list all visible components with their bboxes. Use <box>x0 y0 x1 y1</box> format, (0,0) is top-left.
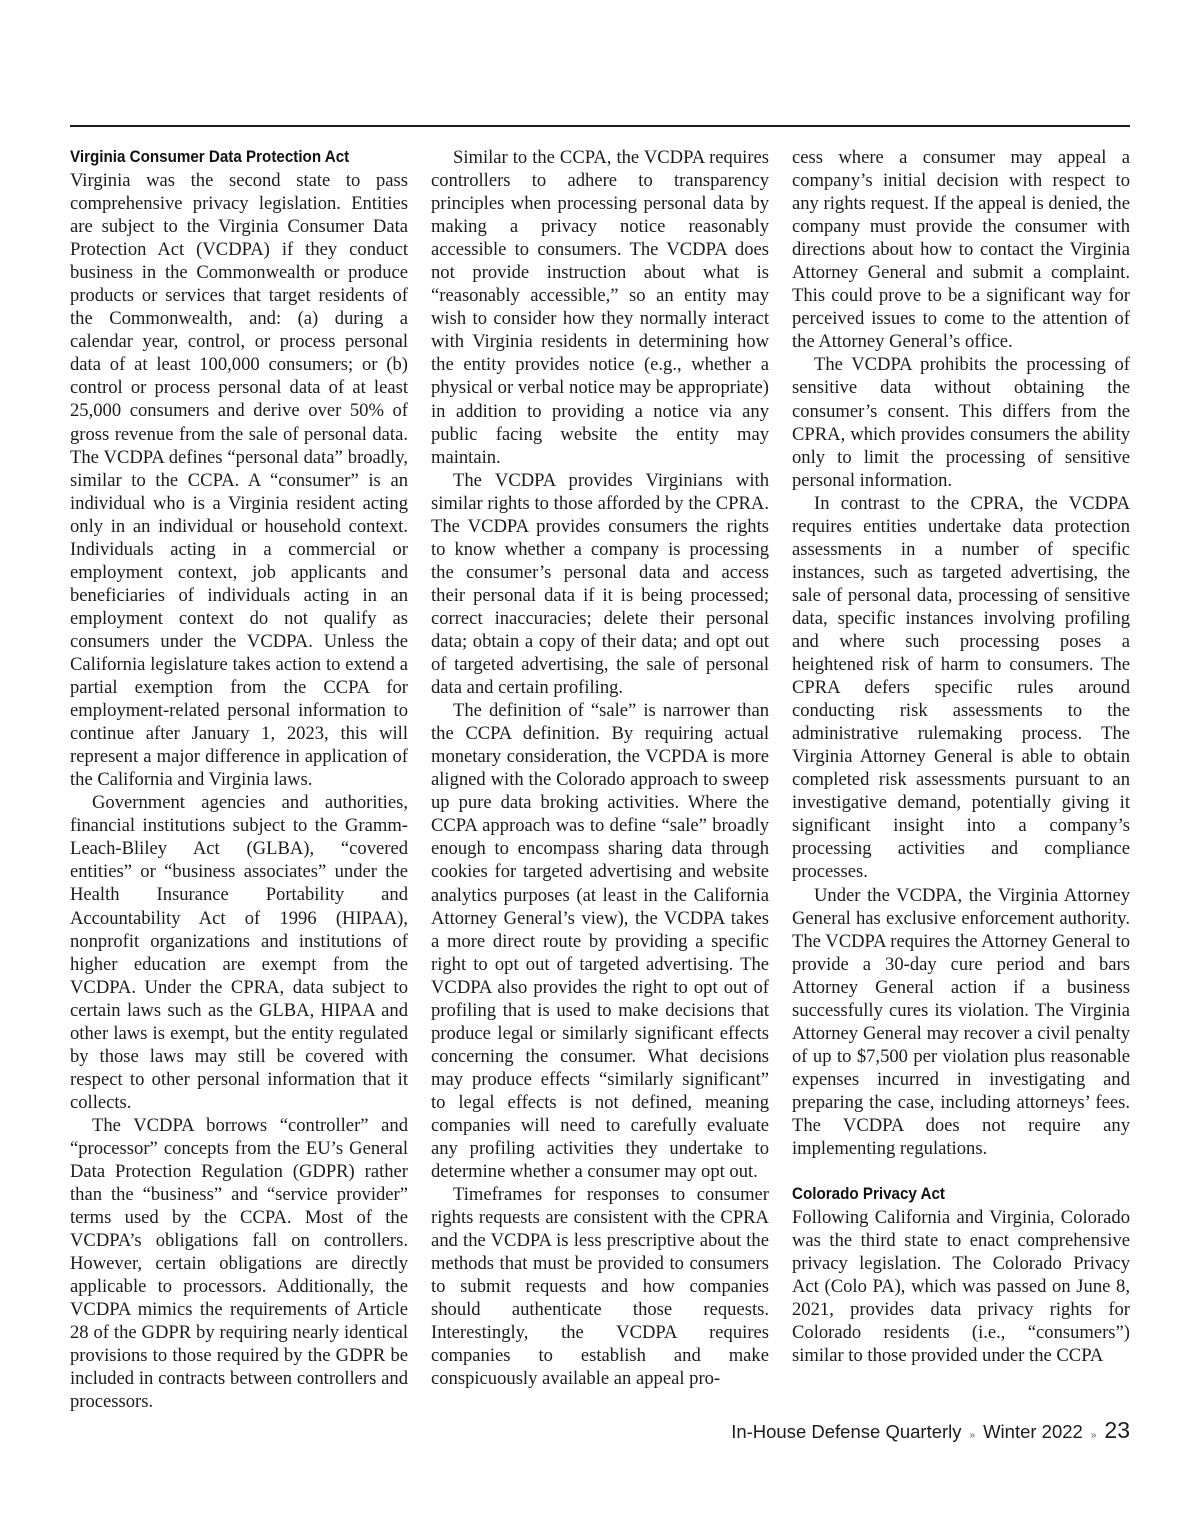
body-paragraph: Following California and Virginia, Colorado was the third state to enact comprehensive privacy legislation. The Colorado Privacy Act (Colo PA), which was passed on June 8, 2021, provides data privacy rights for Colorado residents (i.e., “consumers”) similar to those provided under the CCPA <box>792 1207 1130 1367</box>
section-heading-colorado: Colorado Privacy Act <box>792 1185 945 1204</box>
column-3 <box>792 146 1130 1367</box>
body-paragraph: The VCDPA provides Virginians with similar rights to those afforded by the CPRA. The VCDPA provides consumers the rights to know whether a company is processing the consumer’s personal data and access their personal data if it is being processed; correct inaccuracies; delete their personal data; obtain a copy of their data; and opt out of targeted advertising, the sale of personal data and certain profiling. <box>431 469 769 699</box>
body-paragraph: The VCDPA borrows “controller” and “processor” concepts from the EU’s General Data Protection Regulation (GDPR) rather than the “business” and “service provider” terms used by the CCPA. Most of the VCDPA’s obligations fall on controllers. However, certain obligations are directly applicable to processors. Additionally, the VCDPA mimics the requirements of Article 28 of the GDPR by requiring nearly identical provisions to those required by the GDPR be included in contracts between controllers and processors. <box>70 1114 408 1413</box>
body-paragraph: In contrast to the CPRA, the VCDPA requires entities undertake data protection assessments in a number of specific instances, such as targeted advertising, the sale of personal data, processing of sensitive data, specific instances involving profiling and where such processing poses a heightened risk of harm to consumers. The CPRA defers specific rules around conducting risk assessments to the administrative rulemaking process. The Virginia Attorney General is able to obtain completed risk assessments pursuant to an investigative demand, potentially giving it significant insight into a company’s processing activities and compliance processes. <box>792 492 1130 883</box>
publication-name: In-House Defense Quarterly <box>731 1421 962 1442</box>
body-paragraph: Similar to the CCPA, the VCDPA requires controllers to adhere to transparency principles when processing personal data by making a privacy notice reasonably accessible to consumers. The VCDPA does not provide instruction about what is “reasonably accessible,” so an entity may wish to consider how they normally interact with Virginia residents in determining how the entity provides notice (e.g., whether a physical or verbal notice may be appropriate) in addition to providing a notice via any public facing website the entity may maintain. <box>431 147 769 468</box>
body-paragraph: Virginia was the second state to pass comprehensive privacy legislation. Entities are subject to the Virginia Consumer Data Protection Act (VCDPA) if they conduct business in the Commonwealth or produce products or services that target residents of the Commonwealth, and: (a) during a calendar year, control, or process personal data of at least 100,000 consumers; or (b) control or process personal data of at least 25,000 consumers and derive over 50% of gross revenue from the sale of personal data. The VCDPA defines “personal data” broadly, similar to the CCPA. A “consumer” is an individual who is a Virginia resident acting only in an individual or household context. Individuals acting in a commercial or employment context, job applicants and beneficiaries of individuals acting in an employment context do not qualify as consumers under the VCDPA. Unless the California legislature takes action to extend a partial exemption from the CCPA for employment-related personal information to continue after January 1, 2023, this will represent a major difference in application of the California and Virginia laws. <box>70 170 408 791</box>
header-rule <box>70 125 1130 127</box>
page-number: 23 <box>1104 1417 1130 1443</box>
body-paragraph: The VCDPA prohibits the processing of sensitive data without obtaining the consumer’s consent. This differs from the CPRA, which provides consumers the ability only to limit the processing of sensitive personal information. <box>792 354 1130 491</box>
issue-date: Winter 2022 <box>983 1421 1083 1442</box>
body-paragraph: Government agencies and authorities, financial institutions subject to the Gramm-Leach-Bliley Act (GLBA), “covered entities” or “business associates” under the Health Insurance Portability and Accountability Act of 1996 (HIPAA), nonprofit organizations and institutions of higher education are exempt from the VCDPA. Under the CPRA, data subject to certain laws such as the GLBA, HIPAA and other laws is exempt, but the entity regulated by those laws may still be covered with respect to other personal information that it collects. <box>70 792 408 1113</box>
body-paragraph: cess where a consumer may appeal a company’s initial decision with respect to any rights request. If the appeal is denied, the company must provide the consumer with directions about how to contact the Virginia Attorney General and submit a complaint. This could prove to be a significant way for perceived issues to come to the attention of the Attorney General’s office. <box>792 147 1130 353</box>
column-2 <box>431 146 769 1391</box>
body-paragraph: The definition of “sale” is narrower than the CCPA definition. By requiring actual monetary consideration, the VCPDA is more aligned with the Colorado approach to sweep up pure data broking activities. Where the CCPA approach was to define “sale” broadly enough to encompass sharing data through cookies for targeted advertising and website analytics purposes (at least in the California Attorney General’s view), the VCDPA takes a more direct route by providing a specific right to opt out of targeted advertising. The VCDPA also provides the right to opt out of profiling that is used to make decisions that produce legal or similarly significant effects concerning the consumer. What decisions may produce effects “similarly significant” to legal effects is not defined, meaning companies will need to carefully evaluate any profiling activities they undertake to determine whether a consumer may opt out. <box>431 700 769 1183</box>
page-footer <box>731 1417 1130 1444</box>
column-1 <box>70 146 408 1414</box>
separator-icon: » <box>1090 1430 1097 1441</box>
section-heading-virginia: Virginia Consumer Data Protection Act <box>70 148 350 166</box>
body-paragraph: Under the VCDPA, the Virginia Attorney General has exclusive enforcement authority. The VCDPA requires the Attorney General to provide a 30-day cure period and bars Attorney General action if a business successfully cures its violation. The Virginia Attorney General may recover a civil penalty of up to $7,500 per violation plus reasonable expenses incurred in investigating and preparing the case, including attorneys’ fees. The VCDPA does not require any implementing regulations. <box>792 884 1130 1160</box>
body-paragraph: Timeframes for responses to consumer rights requests are consistent with the CPRA and the VCDPA is less prescriptive about the methods that must be provided to consumers to submit requests and how companies should authenticate those requests. Interestingly, the VCDPA requires companies to establish and make conspicuously available an appeal pro- <box>431 1184 769 1390</box>
separator-icon: » <box>969 1430 976 1441</box>
